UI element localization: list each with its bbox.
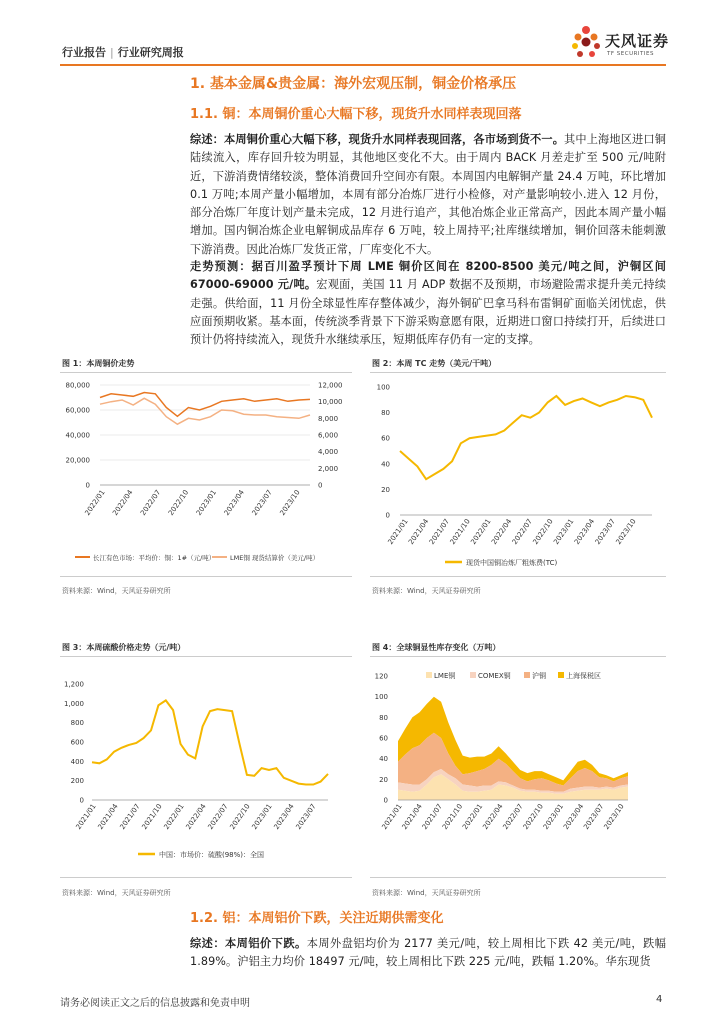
fig4-x-tick: 2023/01 bbox=[541, 802, 566, 831]
fig1-right-y-tick: 12,000 bbox=[318, 381, 343, 390]
fig1-x-tick: 2022/04 bbox=[111, 488, 135, 517]
fig4-legend-bonded-swatch bbox=[558, 672, 564, 678]
fig3-x-tick: 2022/07 bbox=[206, 802, 230, 831]
fig1-left-y-tick: 40,000 bbox=[65, 431, 90, 440]
fig1-right-y-tick: 10,000 bbox=[318, 398, 343, 407]
fig4-legend-shfe-swatch bbox=[524, 672, 530, 678]
fig4-legend-lme-label: LME铜 bbox=[434, 672, 456, 680]
fig2-x-tick: 2023/01 bbox=[552, 517, 576, 546]
copper-summary bbox=[190, 131, 666, 259]
copper-forecast bbox=[190, 258, 666, 349]
fig2-legend-label: 现货中国铜冶炼厂粗炼费(TC) bbox=[466, 559, 558, 567]
fig1-legend-b-label: LME铜 现货结算价（美元/吨） bbox=[230, 554, 320, 562]
fig4-x-tick: 2021/07 bbox=[420, 802, 445, 831]
report-subcategory: 行业研究周报 bbox=[117, 46, 184, 59]
fig3-x-tick: 2022/01 bbox=[162, 802, 186, 831]
section-1-title: 1. 基本金属&贵金属：海外宏观压制，铜金价格承压 bbox=[190, 76, 517, 92]
fig1-left-y-tick: 80,000 bbox=[65, 381, 90, 390]
copper-summary-body: 其中上海地区进口铜陆续流入，库存回升较为明显，其他地区变化不大。由于周内 BACK 月差走扩至 500 元/吨附近，下游消费情绪较淡，整体消费回升空间亦有限。本周国内电解铜产量 24.4 万吨，环比增加 0.1 万吨;本周产量小幅增加，本周有部分冶炼厂进行小检修，对产量影响较小.进入 12 月份，部分冶炼厂年度计划产量未完成，12 月进行追产，其他冶炼企业正常高产，因此本周产量小幅增加。国内铜冶炼企业电解铜成品库存 6 万吨，较上周持平;社库继续增加，铜价回落未能刺激下游消费。因此冶炼厂发货正常，厂库变化不大。 bbox=[190, 133, 666, 256]
fig3-y-tick: 200 bbox=[70, 777, 84, 786]
report-header: 行业报告 | 行业研究周报 bbox=[62, 46, 184, 59]
fig2-x-tick: 2021/04 bbox=[407, 517, 431, 546]
fig3-x-tick: 2023/07 bbox=[294, 802, 318, 831]
fig3-y-tick: 400 bbox=[70, 757, 84, 766]
fig1-series-lme bbox=[100, 398, 310, 424]
fig3-series-sulfuric bbox=[92, 700, 328, 784]
fig1-left-y-tick: 0 bbox=[85, 481, 90, 490]
fig2-x-tick: 2022/10 bbox=[531, 517, 555, 546]
fig4-x-tick: 2022/07 bbox=[501, 802, 525, 831]
fig4-y-tick: 120 bbox=[374, 672, 388, 681]
fig1-left-y-tick: 60,000 bbox=[65, 406, 90, 415]
fig4-legend-shfe-label: 沪铜 bbox=[532, 672, 546, 680]
fig1-left-y-tick: 20,000 bbox=[65, 456, 90, 465]
fig1-x-tick: 2022/07 bbox=[139, 488, 163, 517]
fig4-title: 图 4：全球铜显性库存变化（万吨） bbox=[372, 643, 501, 652]
fig2-title: 图 2：本周 TC 走势（美元/干吨） bbox=[372, 359, 497, 368]
fig4-legend-bonded-label: 上海保税区 bbox=[566, 672, 601, 680]
fig4-source: 资料来源：Wind，天风证券研究所 bbox=[372, 889, 481, 897]
fig2-x-tick: 2021/10 bbox=[448, 517, 472, 546]
fig3-source: 资料来源：Wind，天风证券研究所 bbox=[62, 889, 171, 897]
fig1-x-tick: 2023/04 bbox=[222, 488, 246, 517]
fig2-chart bbox=[370, 375, 666, 575]
fig3-x-tick: 2022/10 bbox=[228, 802, 252, 831]
fig1-x-tick: 2023/10 bbox=[278, 488, 302, 517]
fig2-x-tick: 2021/07 bbox=[427, 517, 452, 546]
fig2-x-tick: 2022/07 bbox=[510, 517, 535, 546]
logo-cn: 天风证券 bbox=[605, 32, 670, 50]
fig3-y-tick: 1,200 bbox=[63, 680, 84, 689]
fig4-y-tick: 80 bbox=[379, 713, 388, 722]
fig1-right-y-tick: 4,000 bbox=[318, 448, 339, 457]
fig2-x-tick: 2022/04 bbox=[490, 517, 514, 546]
fig4-x-tick: 2022/01 bbox=[461, 802, 485, 831]
fig1-legend-a-label: 长江有色市场：平均价：铜：1#（元/吨） bbox=[93, 554, 216, 562]
report-category: 行业报告 bbox=[62, 46, 106, 59]
fig2-y-tick: 80 bbox=[381, 409, 390, 418]
fig4-legend-lme-swatch bbox=[426, 672, 432, 678]
fig4-x-tick: 2023/04 bbox=[562, 802, 586, 831]
fig3-x-tick: 2021/10 bbox=[140, 802, 164, 831]
fig4-x-tick: 2022/10 bbox=[521, 802, 545, 831]
fig1-right-y-tick: 8,000 bbox=[318, 414, 339, 423]
fig4-x-tick: 2021/10 bbox=[440, 802, 465, 831]
fig2-y-tick: 0 bbox=[385, 511, 390, 520]
fig3-x-tick: 2021/01 bbox=[74, 802, 98, 831]
aluminum-summary bbox=[190, 935, 666, 972]
fig4-x-tick: 2023/07 bbox=[582, 802, 606, 831]
fig4-x-tick: 2021/01 bbox=[380, 802, 404, 831]
fig4-legend-comex-label: COMEX铜 bbox=[478, 672, 511, 680]
fig4-y-tick: 20 bbox=[379, 775, 388, 784]
fig3-x-tick: 2021/07 bbox=[118, 802, 142, 831]
fig1-x-tick: 2023/01 bbox=[194, 488, 219, 517]
fig2-x-tick: 2021/01 bbox=[386, 517, 410, 546]
fig2-source: 资料来源：Wind，天风证券研究所 bbox=[372, 587, 481, 595]
fig4-y-tick: 100 bbox=[374, 693, 388, 702]
copper-forecast-lead: 走势预测：据百川盈孚预计下周 LME 铜价区间在 8200-8500 美元/吨之间，沪铜区间 67000-69000 元/吨。 bbox=[190, 260, 666, 292]
fig1-source: 资料来源：Wind，天风证券研究所 bbox=[62, 587, 171, 595]
aluminum-summary-body: 本周外盘铝均价为 2177 美元/吨，较上周相比下跌 42 美元/吨，跌幅 1.89%。沪铝主力均价 18497 元/吨，较上周相比下跌 225 元/吨，跌幅 1.20%。华东现货 bbox=[190, 937, 666, 969]
fig4-y-tick: 40 bbox=[379, 755, 388, 764]
fig4-y-tick: 0 bbox=[383, 796, 388, 805]
fig4-x-tick: 2021/04 bbox=[400, 802, 424, 831]
copper-summary-lead: 综述：本周铜价重心大幅下移，现货升水同样表现回落，各市场到货不一。 bbox=[190, 133, 565, 146]
fig2-y-tick: 100 bbox=[376, 383, 390, 392]
fig3-title: 图 3：本周硫酸价格走势（元/吨） bbox=[62, 643, 186, 652]
fig3-y-tick: 1,000 bbox=[63, 699, 84, 708]
fig3-x-tick: 2023/04 bbox=[272, 802, 296, 831]
section-1-2-title: 1.2. 铝：本周铝价下跌，关注近期供需变化 bbox=[190, 911, 444, 926]
fig1-x-tick: 2023/07 bbox=[250, 488, 274, 517]
fig1-right-y-tick: 6,000 bbox=[318, 431, 339, 440]
logo-en: TF SECURITIES bbox=[607, 51, 654, 57]
section-1-1-title: 1.1. 铜：本周铜价重心大幅下移，现货升水同样表现回落 bbox=[190, 107, 522, 122]
fig1-chart bbox=[60, 375, 352, 575]
fig4-x-tick: 2023/10 bbox=[602, 802, 626, 831]
fig3-y-tick: 800 bbox=[70, 719, 84, 728]
fig2-x-tick: 2023/04 bbox=[572, 517, 597, 546]
fig3-legend-label: 中国：市场价：硫酸(98%)：全国 bbox=[159, 851, 265, 859]
fig3-x-tick: 2023/01 bbox=[250, 802, 274, 831]
header-rule bbox=[60, 64, 666, 66]
page-number: 4 bbox=[656, 994, 663, 1005]
fig2-series-tc bbox=[400, 396, 652, 479]
fig3-chart bbox=[60, 662, 352, 874]
fig2-y-tick: 40 bbox=[381, 460, 390, 469]
fig4-chart bbox=[370, 662, 666, 874]
fig1-right-y-tick: 0 bbox=[318, 481, 323, 490]
fig2-x-tick: 2023/10 bbox=[614, 517, 638, 546]
fig4-y-tick: 60 bbox=[379, 734, 388, 743]
fig4-x-tick: 2022/04 bbox=[481, 802, 505, 831]
fig1-x-tick: 2022/01 bbox=[83, 488, 107, 517]
fig2-y-tick: 20 bbox=[381, 485, 390, 494]
fig1-right-y-tick: 2,000 bbox=[318, 464, 339, 473]
fig3-y-tick: 0 bbox=[79, 796, 84, 805]
copper-forecast-body: 宏观面，美国 11 月 ADP 数据不及预期，市场避险需求提升美元持续走强。供给面，11 月份全球显性库存整体减少，海外铜矿巴拿马科布雷铜矿面临关闭忧虑，供应面预期收紧。基本面，传统淡季背景下下游采购意愿有限，近期进口窗口持续打开，后续进口预计仍将持续流入，现货升水继续承压，短期低库存仍有一定的支撑。 bbox=[190, 278, 666, 347]
fig1-title: 图 1：本周铜价走势 bbox=[62, 359, 135, 368]
fig3-x-tick: 2021/04 bbox=[96, 802, 120, 831]
fig2-x-tick: 2023/07 bbox=[593, 517, 617, 546]
fig3-y-tick: 600 bbox=[70, 738, 84, 747]
fig3-x-tick: 2022/04 bbox=[184, 802, 208, 831]
fig4-legend-comex-swatch bbox=[470, 672, 476, 678]
footer-disclaimer: 请务必阅读正文之后的信息披露和免责申明 bbox=[60, 998, 250, 1009]
aluminum-summary-lead: 综述：本周铝价下跌。 bbox=[190, 937, 307, 950]
fig2-y-tick: 60 bbox=[381, 434, 390, 443]
fig1-x-tick: 2022/10 bbox=[166, 488, 191, 517]
fig2-x-tick: 2022/01 bbox=[469, 517, 493, 546]
